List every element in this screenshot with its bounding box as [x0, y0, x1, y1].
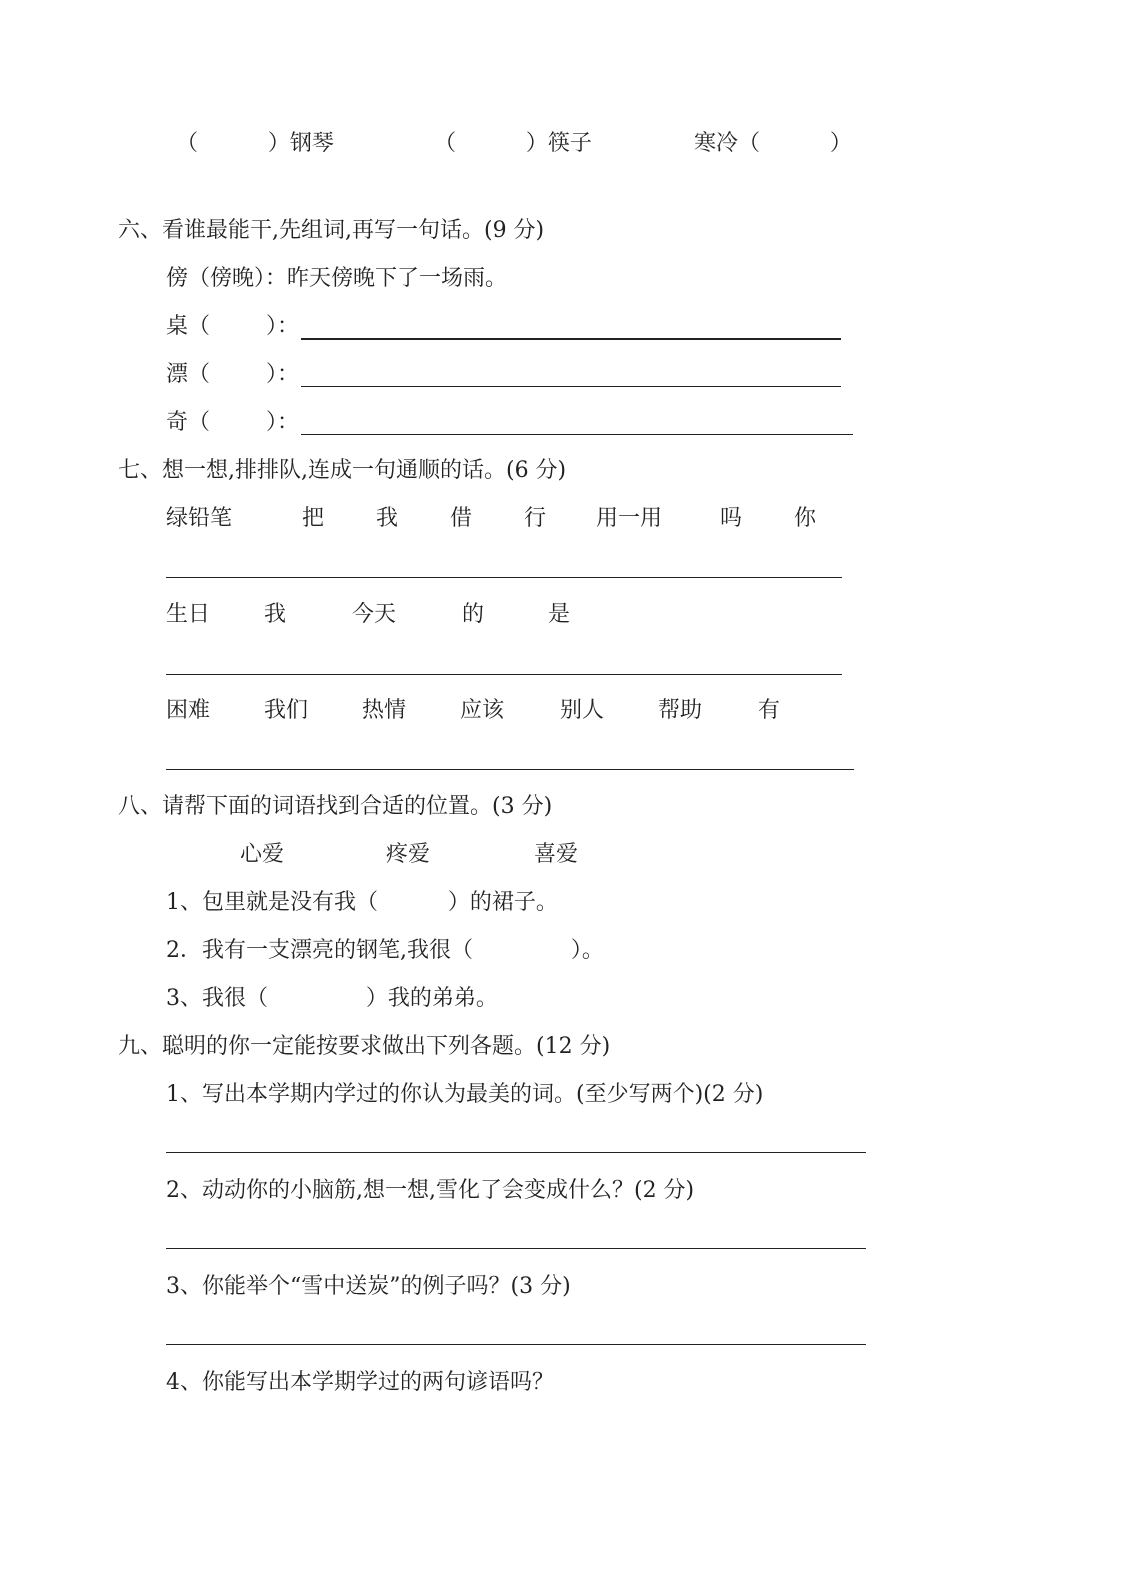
- q8-sentence: 1、包里就是没有我（ ）的裙子。: [166, 890, 558, 915]
- q9-answer-line[interactable]: [166, 1344, 866, 1345]
- q7-answer-line[interactable]: [166, 769, 854, 770]
- q9-answer-line[interactable]: [166, 1152, 866, 1153]
- q9-part: 2、动动你的小脑筋,想一想,雪化了会变成什么？(2 分): [166, 1178, 695, 1203]
- q7-answer-line[interactable]: [166, 577, 842, 578]
- q7-answer-line[interactable]: [166, 674, 842, 675]
- q7-word: 困难: [166, 698, 211, 723]
- q7-word: 别人: [560, 698, 605, 723]
- q7-word: 借: [450, 506, 473, 531]
- q6-item-qi: 奇（ ）：: [166, 410, 299, 435]
- q7-word: 我们: [264, 698, 309, 723]
- q7-word: 的: [462, 602, 485, 627]
- q6-item-piao: 漂（ ）：: [166, 362, 299, 387]
- q7-word: 用一用: [596, 506, 663, 531]
- q7-word: 绿铅笔: [166, 506, 233, 531]
- q7-word: 是: [548, 602, 571, 627]
- q8-title: 八、请帮下面的词语找到合适的位置。(3 分): [118, 794, 553, 819]
- blank-piano: （ ）钢琴: [176, 131, 334, 156]
- q9-part: 1、写出本学期内学过的你认为最美的词。(至少写两个)(2 分): [166, 1082, 764, 1107]
- q6-answer-line[interactable]: [301, 338, 841, 340]
- q8-word: 疼爱: [386, 842, 431, 867]
- q9-part: 4、你能写出本学期学过的两句谚语吗？: [166, 1370, 554, 1395]
- q8-sentence: 3、我很（ ）我的弟弟。: [166, 986, 498, 1011]
- q7-word: 生日: [166, 602, 211, 627]
- q7-word: 把: [302, 506, 325, 531]
- q7-word: 今天: [352, 602, 397, 627]
- q7-word: 有: [758, 698, 781, 723]
- q6-answer-line[interactable]: [301, 434, 853, 435]
- q6-answer-line[interactable]: [301, 386, 841, 387]
- q9-answer-line[interactable]: [166, 1248, 866, 1249]
- q9-title: 九、聪明的你一定能按要求做出下列各题。(12 分): [118, 1034, 611, 1059]
- q6-title: 六、看谁最能干,先组词,再写一句话。(9 分): [118, 218, 545, 243]
- q6-example: 傍（傍晚）：昨天傍晚下了一场雨。: [166, 266, 508, 291]
- q7-word: 应该: [460, 698, 505, 723]
- blank-cold: 寒冷（ ）: [694, 131, 852, 156]
- blank-chopsticks: （ ）筷子: [434, 131, 592, 156]
- q7-word: 我: [264, 602, 287, 627]
- q7-title: 七、想一想,排排队,连成一句通顺的话。(6 分): [118, 458, 567, 483]
- q7-word: 你: [794, 506, 817, 531]
- q7-word: 吗: [720, 506, 743, 531]
- q7-word: 行: [524, 506, 547, 531]
- q6-item-zhuo: 桌（ ）：: [166, 314, 299, 339]
- q8-sentence: 2．我有一支漂亮的钢笔,我很（ ）。: [166, 938, 604, 963]
- q8-word: 心爱: [240, 842, 285, 867]
- q9-part: 3、你能举个“雪中送炭”的例子吗？(3 分): [166, 1274, 571, 1299]
- q7-word: 帮助: [658, 698, 703, 723]
- q7-word: 热情: [362, 698, 407, 723]
- q7-word: 我: [376, 506, 399, 531]
- q8-word: 喜爱: [534, 842, 579, 867]
